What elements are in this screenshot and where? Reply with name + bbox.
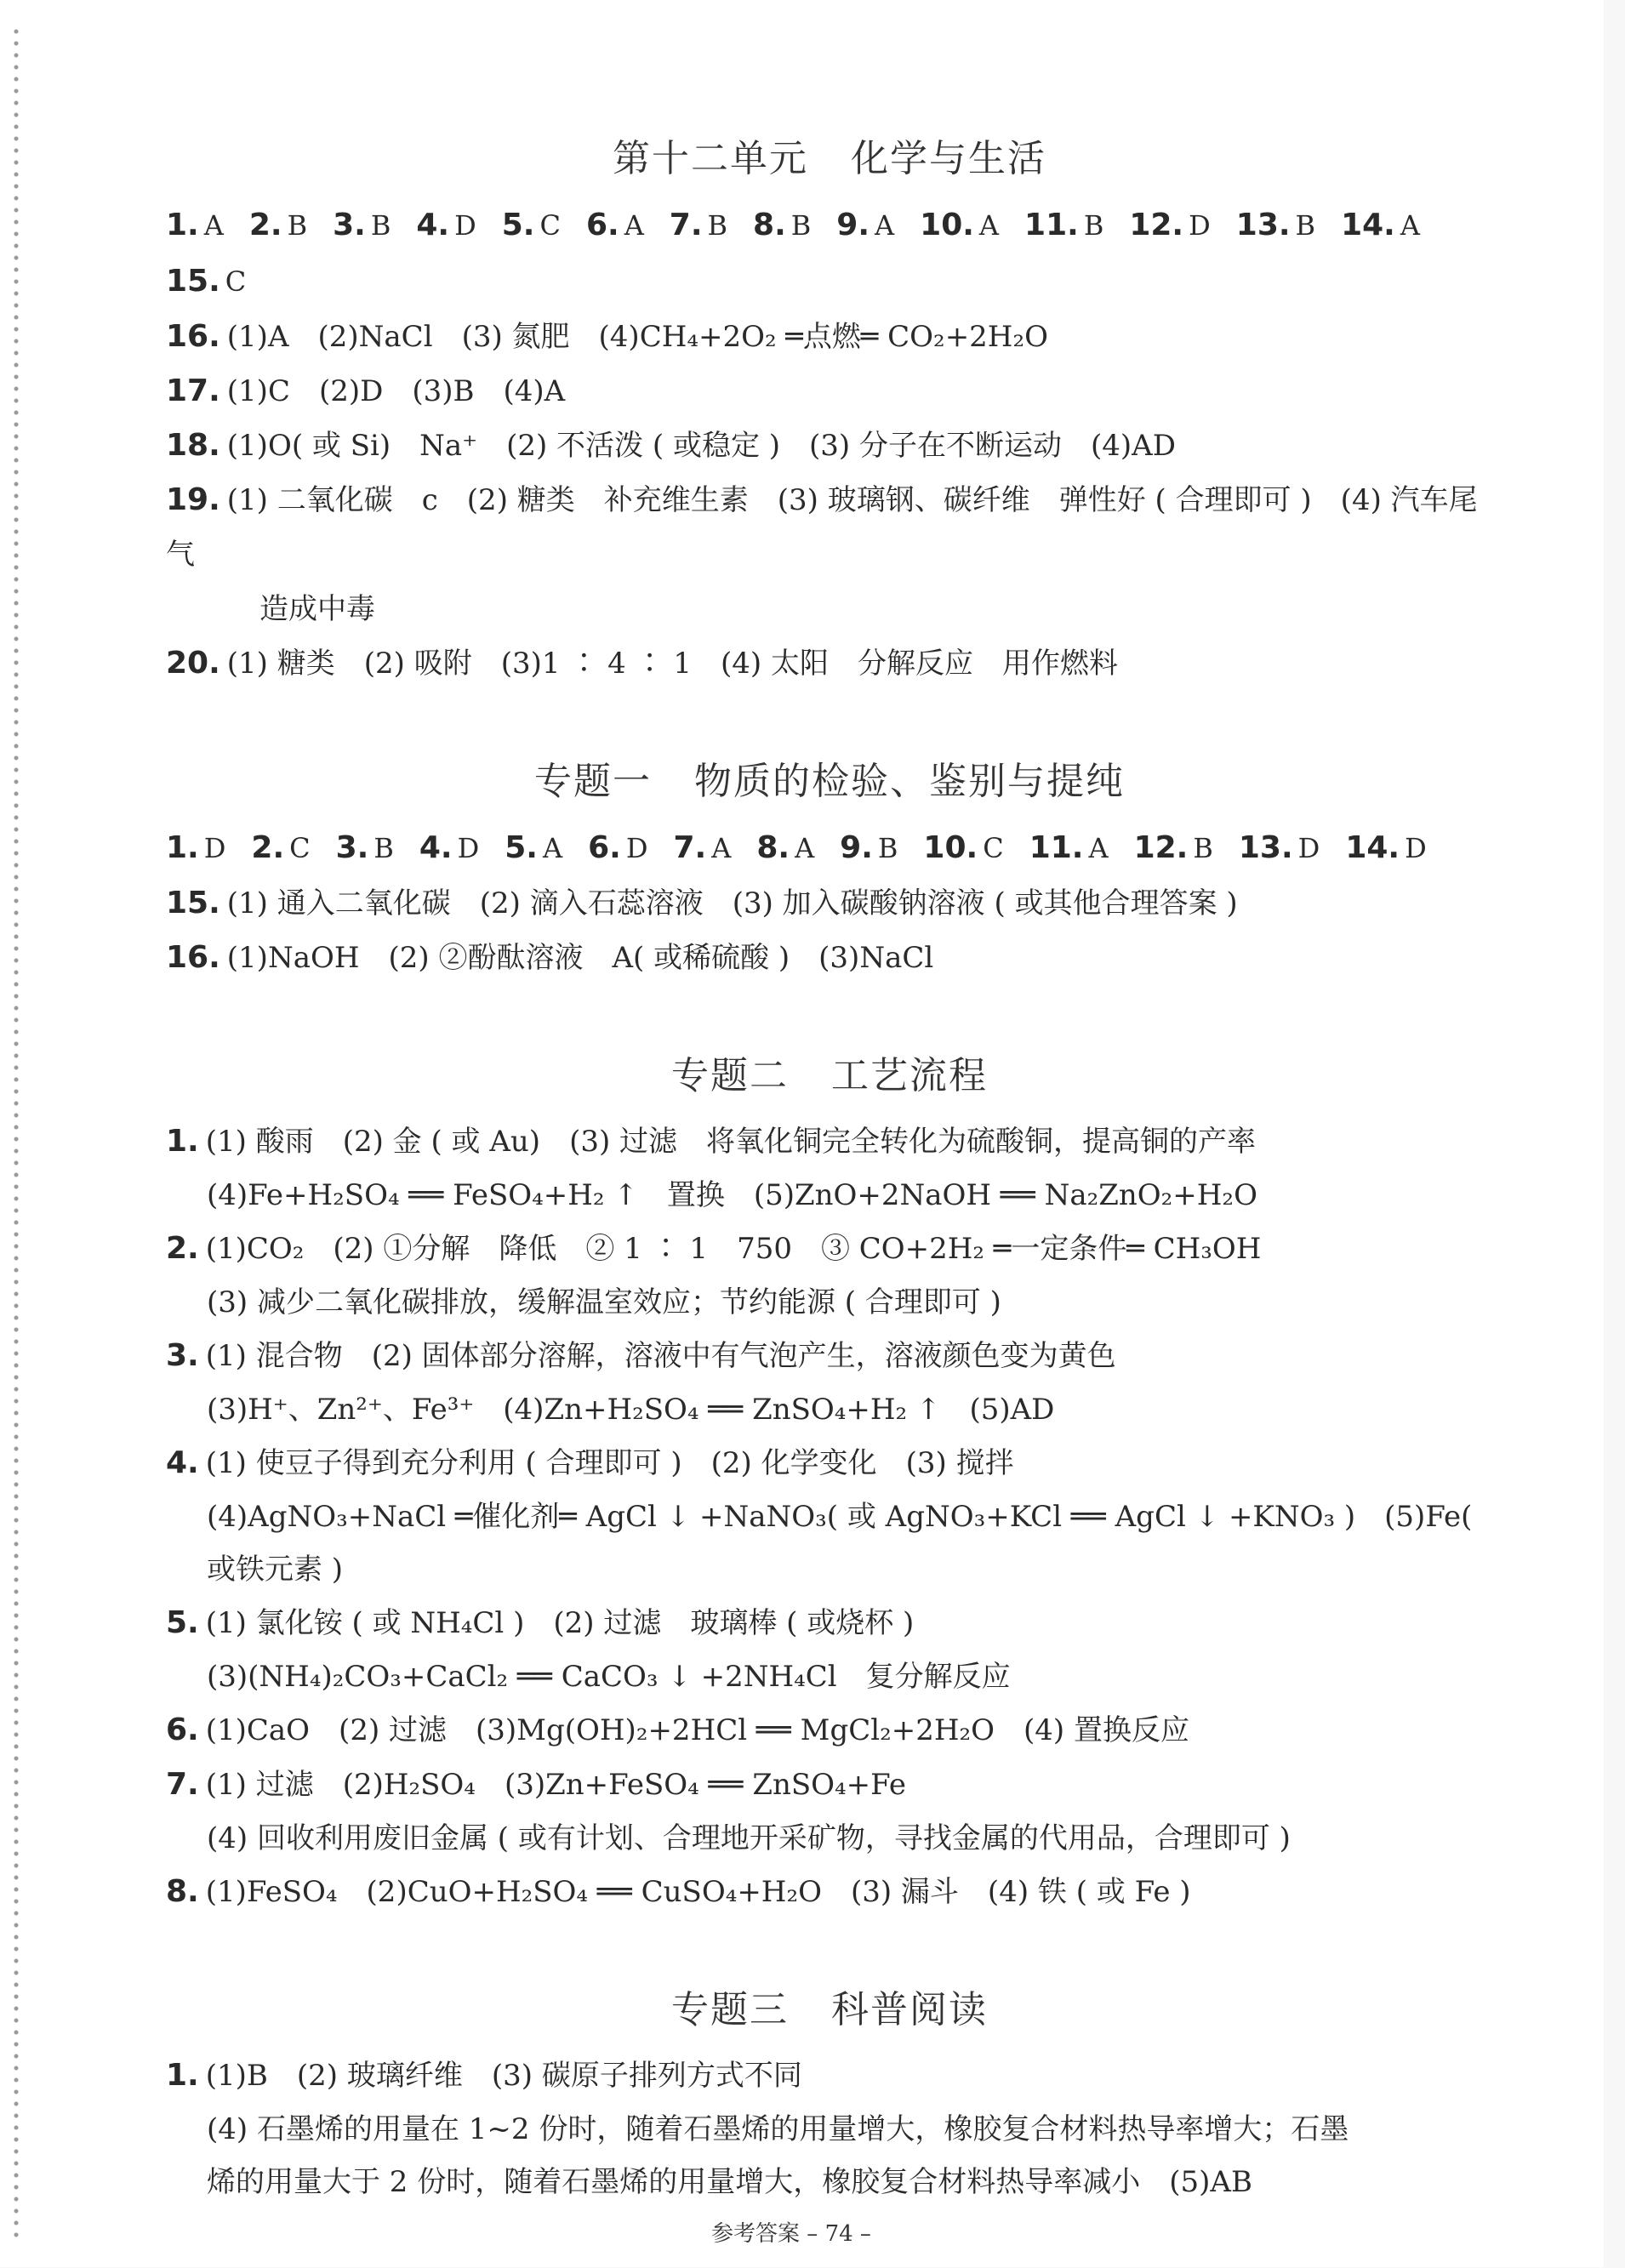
section-title-part: 专题三 bbox=[671, 1988, 789, 2032]
answer-continuation bbox=[166, 582, 1493, 636]
answer-text: (1)CaO (2) 过滤 (3)Mg(OH)₂+2HCl ══ MgCl₂+2H₂O (4) 置换反应 bbox=[205, 1713, 1189, 1747]
answer-line bbox=[166, 636, 1493, 691]
question-number: 6. bbox=[166, 1712, 199, 1747]
answer-text: (4) 石墨烯的用量在 1~2 份时，随着石墨烯的用量增大，橡胶复合材料热导率增大；石墨 bbox=[207, 2112, 1349, 2146]
mc-answer bbox=[756, 820, 814, 876]
answer-choice: D bbox=[1405, 832, 1427, 864]
answer-line bbox=[166, 2049, 1493, 2103]
mc-answer bbox=[1024, 197, 1103, 254]
answer-line bbox=[166, 473, 1493, 582]
mc-answer bbox=[333, 197, 391, 254]
answer-section bbox=[166, 1979, 1493, 2208]
section-title-part: 第十二单元 bbox=[613, 137, 808, 180]
answer-line bbox=[166, 1596, 1493, 1650]
mc-answer bbox=[1029, 820, 1109, 876]
question-number: 6. bbox=[585, 208, 619, 242]
binding-dots bbox=[14, 26, 19, 2242]
answer-choice: D bbox=[625, 832, 648, 864]
multiple-choice-answers bbox=[166, 820, 1493, 876]
question-number: 3. bbox=[333, 208, 366, 242]
question-number: 1. bbox=[166, 2058, 199, 2093]
answer-line bbox=[166, 310, 1493, 364]
question-number: 9. bbox=[836, 208, 870, 242]
answer-text: (1)C (2)D (3)B (4)A bbox=[226, 374, 566, 408]
question-number: 6. bbox=[588, 830, 621, 865]
answer-choice: D bbox=[203, 832, 226, 864]
mc-answer bbox=[1134, 820, 1213, 876]
question-number: 5. bbox=[166, 1605, 199, 1640]
answer-text: 烯的用量大于 2 份时，随着石墨烯的用量增大，橡胶复合材料热导率减小 (5)AB bbox=[207, 2165, 1252, 2199]
mc-answer bbox=[920, 197, 999, 254]
answer-continuation bbox=[166, 1276, 1493, 1329]
question-number: 8. bbox=[756, 830, 790, 865]
answer-text: (1) 使豆子得到充分利用 ( 合理即可 ) (2) 化学变化 (3) 搅拌 bbox=[205, 1446, 1014, 1480]
answer-line bbox=[166, 876, 1493, 931]
question-number: 8. bbox=[753, 208, 786, 242]
section-title-part: 专题一 bbox=[534, 760, 652, 803]
question-number: 12. bbox=[1129, 208, 1184, 242]
question-number: 10. bbox=[920, 208, 974, 242]
answer-line bbox=[166, 364, 1493, 419]
answer-section bbox=[166, 1045, 1493, 1919]
answer-text: (4)Fe+H₂SO₄ ══ FeSO₄+H₂ ↑ 置换 (5)ZnO+2NaOH ══ Na₂ZnO₂+H₂O bbox=[207, 1178, 1257, 1212]
answer-continuation bbox=[166, 2103, 1493, 2156]
answer-text: (1)FeSO₄ (2)CuO+H₂SO₄ ══ CuSO₄+H₂O (3) 漏斗 (4) 铁 ( 或 Fe ) bbox=[205, 1875, 1191, 1909]
mc-answer bbox=[673, 820, 731, 876]
answer-choice: B bbox=[1295, 209, 1316, 242]
answer-line bbox=[166, 1222, 1493, 1276]
answer-continuation bbox=[166, 1812, 1493, 1865]
answer-text: (1)NaOH (2) ②酚酞溶液 A( 或稀硫酸 ) (3)NaCl bbox=[226, 941, 934, 975]
answer-choice: B bbox=[1193, 832, 1213, 864]
section-title bbox=[166, 128, 1493, 182]
answer-choice: A bbox=[711, 832, 732, 864]
section-title bbox=[166, 1979, 1493, 2033]
answer-choice: D bbox=[457, 832, 480, 864]
question-number: 1. bbox=[166, 1124, 199, 1159]
answer-text: (3)H⁺、Zn²⁺、Fe³⁺ (4)Zn+H₂SO₄ ══ ZnSO₄+H₂ ↑ (5)AD bbox=[207, 1393, 1055, 1427]
mc-answer bbox=[1239, 820, 1320, 876]
answer-text: (3)(NH₄)₂CO₃+CaCl₂ ══ CaCO₃ ↓ +2NH₄Cl 复分解反应 bbox=[207, 1660, 1011, 1694]
answer-choice: D bbox=[1189, 209, 1211, 242]
mc-answer bbox=[670, 197, 727, 254]
answer-choice: A bbox=[542, 832, 563, 864]
mc-answer bbox=[251, 820, 310, 876]
answer-choice: B bbox=[370, 209, 391, 242]
answer-choice: A bbox=[795, 832, 815, 864]
answer-choice: C bbox=[289, 832, 311, 864]
answer-choice: B bbox=[877, 832, 898, 864]
answer-text: (1) 混合物 (2) 固体部分溶解，溶液中有气泡产生，溶液颜色变为黄色 bbox=[205, 1339, 1116, 1373]
question-number: 13. bbox=[1238, 830, 1293, 865]
mc-answer bbox=[923, 820, 1003, 876]
answer-choice: B bbox=[707, 209, 728, 242]
answer-choice: A bbox=[624, 209, 644, 242]
answer-choice: C bbox=[983, 832, 1004, 864]
question-number: 15. bbox=[166, 264, 220, 299]
answer-continuation bbox=[166, 1490, 1493, 1596]
answer-choice: A bbox=[203, 209, 224, 242]
mc-answer bbox=[416, 197, 476, 254]
question-number: 9. bbox=[840, 830, 873, 865]
question-number: 4. bbox=[166, 1445, 199, 1480]
mc-answer bbox=[249, 197, 307, 254]
answer-line bbox=[166, 1703, 1493, 1758]
mc-answer bbox=[166, 197, 224, 254]
mc-answer bbox=[502, 197, 561, 254]
answer-line bbox=[166, 1436, 1493, 1490]
question-number: 4. bbox=[419, 830, 453, 865]
question-number: 10. bbox=[923, 830, 978, 865]
question-number: 8. bbox=[166, 1874, 199, 1909]
mc-answer bbox=[419, 820, 479, 876]
answer-text: (1) 通入二氧化碳 (2) 滴入石蕊溶液 (3) 加入碳酸钠溶液 ( 或其他合理答案 ) bbox=[226, 886, 1238, 920]
question-number: 7. bbox=[673, 830, 707, 865]
answer-choice: C bbox=[225, 265, 247, 298]
answer-section bbox=[166, 128, 1493, 691]
question-number: 2. bbox=[251, 830, 285, 865]
answer-choice: D bbox=[454, 209, 476, 242]
answer-text: (4)AgNO₃+NaCl ═催化剂═ AgCl ↓ +NaNO₃( 或 AgNO₃+KCl ══ AgCl ↓ +KNO₃ ) (5)Fe( 或铁元素 ) bbox=[207, 1500, 1473, 1587]
mc-answer bbox=[166, 254, 246, 310]
answer-continuation bbox=[166, 1169, 1493, 1222]
question-number: 11. bbox=[1029, 830, 1084, 865]
question-number: 14. bbox=[1341, 208, 1395, 242]
question-number: 18. bbox=[166, 428, 220, 463]
answer-choice: B bbox=[373, 832, 394, 864]
answer-continuation bbox=[166, 1650, 1493, 1703]
answer-section bbox=[166, 750, 1493, 985]
answer-text: (1)A (2)NaCl (3) 氮肥 (4)CH₄+2O₂ ═点燃═ CO₂+2H₂O bbox=[226, 320, 1048, 354]
question-number: 7. bbox=[166, 1767, 199, 1802]
question-number: 19. bbox=[166, 482, 220, 517]
mc-answer bbox=[840, 820, 898, 876]
answer-text: (1)CO₂ (2) ①分解 降低 ② 1 ∶ 1 750 ③ CO+2H₂ ═一定条件═ CH₃OH bbox=[205, 1232, 1262, 1266]
mc-answer bbox=[1345, 820, 1426, 876]
question-number: 16. bbox=[166, 319, 220, 354]
answer-line bbox=[166, 931, 1493, 985]
mc-answer bbox=[1341, 197, 1420, 254]
mc-answer bbox=[586, 197, 644, 254]
answer-content bbox=[166, 128, 1493, 2268]
question-number: 16. bbox=[166, 940, 220, 975]
answer-line bbox=[166, 1114, 1493, 1169]
mc-answer bbox=[588, 820, 647, 876]
answer-line bbox=[166, 1758, 1493, 1812]
section-title-topic: 物质的检验、鉴别与提纯 bbox=[694, 760, 1125, 803]
question-number: 7. bbox=[669, 208, 703, 242]
answer-text: (1)O( 或 Si) Na⁺ (2) 不活泼 ( 或稳定 ) (3) 分子在不断运动 (4)AD bbox=[226, 429, 1176, 463]
mc-answer bbox=[336, 820, 394, 876]
page-footer: 参考答案 – 74 – bbox=[711, 2221, 871, 2247]
answer-choice: D bbox=[1297, 832, 1320, 864]
answer-choice: A bbox=[978, 209, 1000, 242]
answer-choice: B bbox=[1083, 209, 1104, 242]
question-number: 2. bbox=[248, 208, 282, 242]
answer-text: (1) 酸雨 (2) 金 ( 或 Au) (3) 过滤 将氧化铜完全转化为硫酸铜，提高铜的产率 bbox=[205, 1125, 1257, 1159]
answer-choice: C bbox=[539, 209, 561, 242]
section-title-topic: 科普阅读 bbox=[831, 1988, 988, 2032]
question-number: 3. bbox=[335, 830, 369, 865]
section-title-topic: 化学与生活 bbox=[851, 137, 1046, 180]
answer-text: 造成中毒 bbox=[259, 592, 375, 626]
answer-continuation bbox=[166, 2156, 1493, 2208]
mc-answer bbox=[166, 820, 225, 876]
section-title bbox=[166, 1045, 1493, 1099]
question-number: 4. bbox=[416, 208, 450, 242]
question-number: 5. bbox=[505, 830, 538, 865]
answer-text: (1) 过滤 (2)H₂SO₄ (3)Zn+FeSO₄ ══ ZnSO₄+Fe bbox=[205, 1768, 906, 1802]
question-number: 2. bbox=[166, 1231, 199, 1266]
section-title bbox=[166, 750, 1493, 805]
mc-answer bbox=[505, 820, 562, 876]
question-number: 15. bbox=[166, 886, 220, 920]
mc-answer bbox=[1236, 197, 1315, 254]
question-number: 14. bbox=[1345, 830, 1400, 865]
answer-text: (1) 二氧化碳 c (2) 糖类 补充维生素 (3) 玻璃钢、碳纤维 弹性好 ( 合理即可 ) (4) 汽车尾气 bbox=[166, 483, 1478, 572]
question-number: 13. bbox=[1235, 208, 1291, 242]
answer-choice: B bbox=[790, 209, 812, 242]
multiple-choice-answers bbox=[166, 197, 1493, 310]
question-number: 5. bbox=[501, 208, 535, 242]
question-number: 11. bbox=[1024, 208, 1079, 242]
mc-answer bbox=[753, 197, 811, 254]
answer-choice: B bbox=[287, 209, 308, 242]
mc-answer bbox=[1129, 197, 1210, 254]
answer-text: (1) 糖类 (2) 吸附 (3)1 ∶ 4 ∶ 1 (4) 太阳 分解反应 用作燃料 bbox=[226, 647, 1118, 681]
section-title-part: 专题二 bbox=[671, 1054, 789, 1097]
answer-line bbox=[166, 1329, 1493, 1383]
question-number: 20. bbox=[166, 646, 220, 681]
answer-text: (1) 氯化铵 ( 或 NH₄Cl ) (2) 过滤 玻璃棒 ( 或烧杯 ) bbox=[205, 1606, 915, 1640]
answer-choice: A bbox=[875, 209, 895, 242]
answer-line bbox=[166, 419, 1493, 473]
mc-answer bbox=[836, 197, 894, 254]
question-number: 1. bbox=[166, 208, 199, 242]
answer-text: (3) 减少二氧化碳排放，缓解温室效应；节约能源 ( 合理即可 ) bbox=[207, 1285, 1001, 1319]
answer-text: (1)B (2) 玻璃纤维 (3) 碳原子排列方式不同 bbox=[205, 2059, 802, 2093]
section-title-topic: 工艺流程 bbox=[831, 1054, 988, 1097]
answer-text: (4) 回收利用废旧金属 ( 或有计划、合理地开采矿物，寻找金属的代用品，合理即可 ) bbox=[207, 1821, 1291, 1855]
question-number: 17. bbox=[166, 373, 220, 408]
answer-continuation bbox=[166, 1383, 1493, 1436]
answer-choice: A bbox=[1400, 209, 1420, 242]
answer-line bbox=[166, 1865, 1493, 1919]
answer-choice: A bbox=[1088, 832, 1109, 864]
question-number: 1. bbox=[166, 830, 199, 865]
question-number: 3. bbox=[166, 1338, 199, 1373]
question-number: 12. bbox=[1133, 830, 1189, 865]
